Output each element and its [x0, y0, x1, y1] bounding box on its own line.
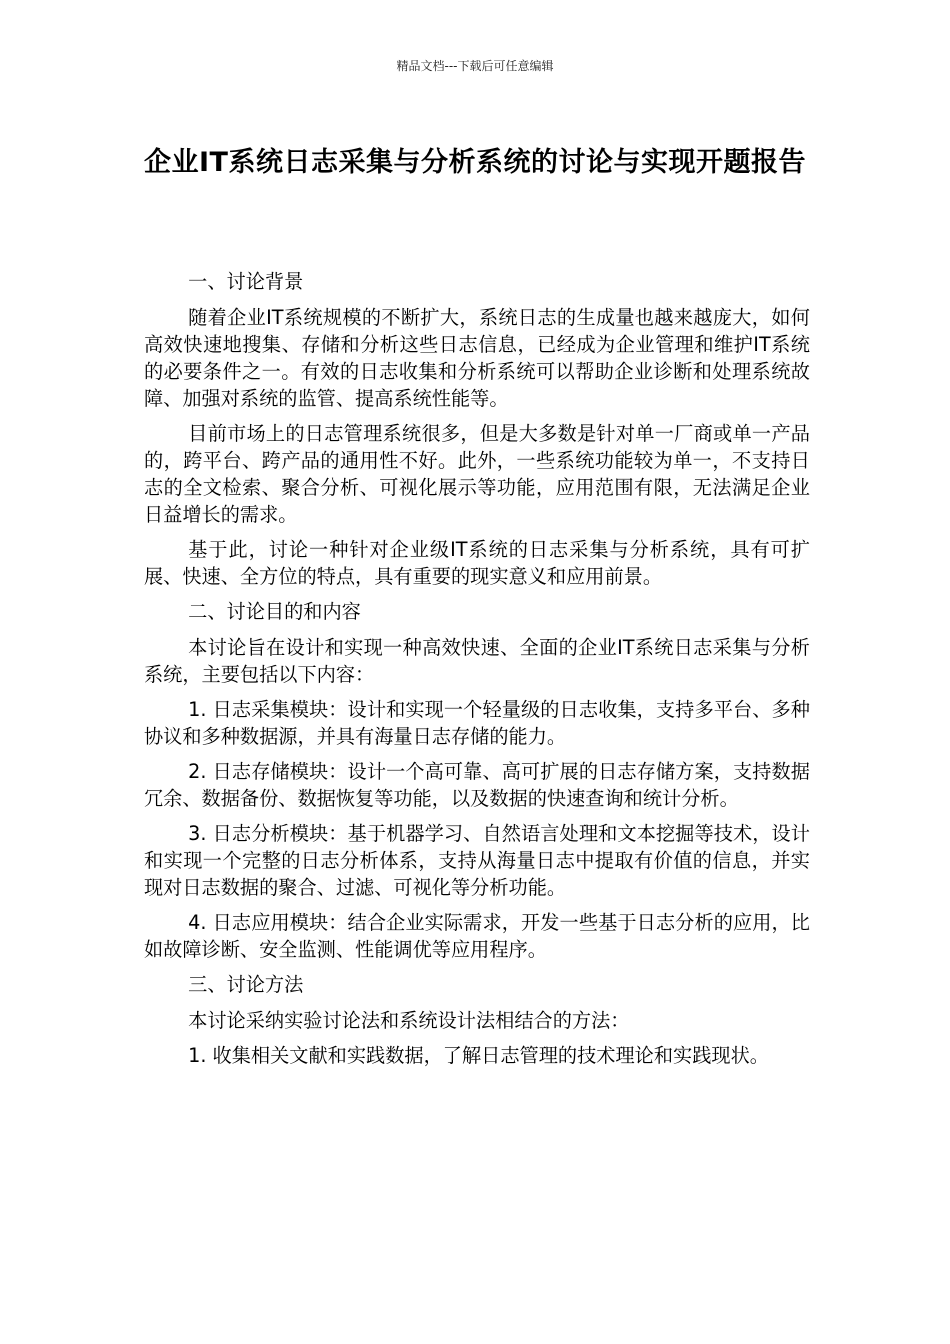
document-title: 企业IT系统日志采集与分析系统的讨论与实现开题报告 [144, 147, 806, 178]
header-note: 精品文档---下载后可任意编辑 [396, 59, 554, 73]
list-item: 4. 日志应用模块：结合企业实际需求，开发一些基于日志分析的应用，比如故障诊断、安全监测、性能调优等应用程序。 [144, 911, 810, 961]
paragraph: 本讨论采纳实验讨论法和系统设计法相结合的方法： [188, 1009, 630, 1032]
paragraph: 目前市场上的日志管理系统很多，但是大多数是针对单一厂商或单一产品的，跨平台、跨产品的通用性不好。此外，一些系统功能较为单一，不支持日志的全文检索、聚合分析、可视化展示等功能，应用范围有限，无法满足企业日益增长的需求。 [144, 422, 810, 526]
section-heading-method: 三、讨论方法 [188, 973, 304, 996]
paragraph: 本讨论旨在设计和实现一种高效快速、全面的企业IT系统日志采集与分析系统，主要包括以下内容： [144, 636, 810, 686]
list-item: 1. 日志采集模块：设计和实现一个轻量级的日志收集，支持多平台、多种协议和多种数据源，并具有海量日志存储的能力。 [144, 698, 810, 748]
list-item: 1. 收集相关文献和实践数据，了解日志管理的技术理论和实践现状。 [188, 1044, 769, 1067]
section-heading-purpose: 二、讨论目的和内容 [188, 600, 361, 623]
paragraph: 基于此，讨论一种针对企业级IT系统的日志采集与分析系统，具有可扩展、快速、全方位的特点，具有重要的现实意义和应用前景。 [144, 538, 810, 588]
paragraph: 随着企业IT系统规模的不断扩大，系统日志的生成量也越来越庞大，如何高效快速地搜集、存储和分析这些日志信息，已经成为企业管理和维护IT系统的必要条件之一。有效的日志收集和分析系统可以帮助企业诊断和处理系统故障、加强对系统的监管、提高系统性能等。 [144, 306, 810, 410]
list-item: 2. 日志存储模块：设计一个高可靠、高可扩展的日志存储方案，支持数据冗余、数据备份、数据恢复等功能，以及数据的快速查询和统计分析。 [144, 760, 810, 810]
section-heading-background: 一、讨论背景 [188, 270, 304, 293]
document-body [144, 268, 810, 1077]
list-item: 3. 日志分析模块：基于机器学习、自然语言处理和文本挖掘等技术，设计和实现一个完整的日志分析体系，支持从海量日志中提取有价值的信息，并实现对日志数据的聚合、过滤、可视化等分析功能。 [144, 822, 810, 899]
